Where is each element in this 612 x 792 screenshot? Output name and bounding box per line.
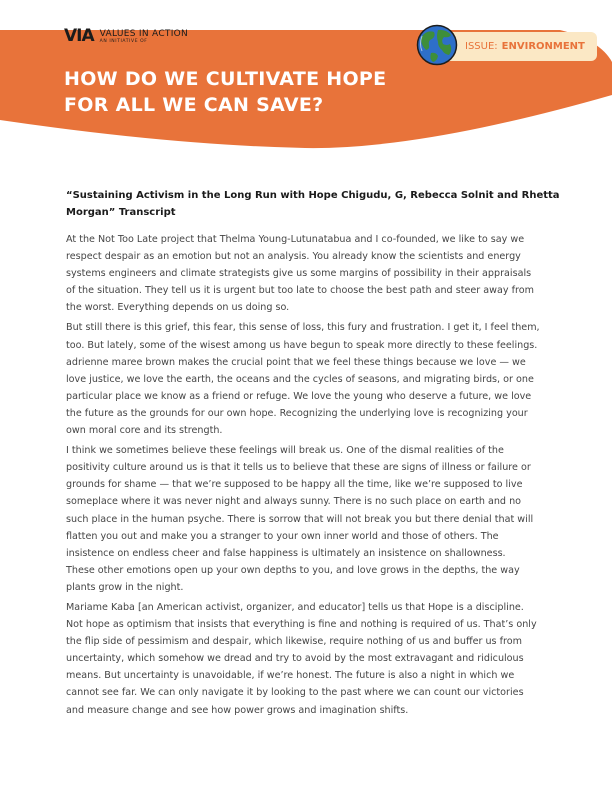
issue-label: ISSUE:: [465, 41, 498, 52]
text-line: the flip side of pessimism and despair, which likewise, require nothing of us and buffer us from: [66, 636, 522, 648]
text-line: cannot see far. We can only navigate it by looking to the past where we can count our victories: [66, 687, 524, 699]
text-line: someplace where it was never night and always sunny. There is no such place on earth and no: [66, 496, 522, 508]
text-line: systems engineers and climate strategists give us some margins of possibility in their appraisals: [66, 268, 532, 280]
paragraph: [66, 599, 558, 719]
text-line: love justice, we love the earth, the oceans and the cycles of seasons, and migrating birds, or one: [66, 373, 534, 385]
text-line: plants grow in the night.: [66, 581, 184, 593]
text-line: flatten you out and make you a stranger to your own inner world and those of others. The: [66, 530, 499, 542]
paragraph: [66, 319, 558, 439]
text-line: the worst. Everything depends on us doing so.: [66, 302, 290, 314]
text-line: But still there is this grief, this fear, this sense of loss, this fury and frustration. I get it, I feel them,: [66, 322, 540, 334]
logo-name: VALUES IN ACTION: [99, 28, 189, 39]
text-line: own moral core and its strength.: [66, 425, 223, 437]
article-subtitle: [66, 187, 558, 221]
title-line: FOR ALL WE CAN SAVE?: [64, 94, 324, 116]
text-line: These other emotions open up your own depths to you, and love grows in the depths, the way: [66, 564, 520, 576]
article-body: [66, 187, 558, 722]
text-line: of the situation. They tell us it is urgent but too late to choose the best path and steer away from: [66, 285, 534, 297]
text-line: adrienne maree brown makes the crucial point that we feel these things because we love — we: [66, 356, 526, 368]
text-line: too. But lately, some of the wisest among us have begun to speak more directly to these feelings.: [66, 339, 538, 351]
logo-tagline: AN INITIATIVE OF: [99, 38, 148, 44]
text-line: uncertainty, which somehow we dread and try to avoid by the most extravagant and ridiculous: [66, 653, 524, 665]
globe-icon: [416, 24, 458, 66]
subtitle-line: Morgan” Transcript: [66, 207, 176, 218]
text-line: respect despair as an emotion but not an analysis. You already know the scientists and energy: [66, 251, 521, 263]
paragraph: [66, 442, 558, 596]
organization-logo[interactable]: [64, 28, 188, 45]
text-line: the future as the grounds for our own hope. Recognizing the underlying love is recognizing your: [66, 407, 528, 419]
text-line: and measure change and see how power grows and imagination shifts.: [66, 704, 409, 716]
logo-mark: VIA: [64, 26, 94, 46]
issue-tag: [437, 32, 597, 61]
text-line: I think we sometimes believe these feelings will break us. One of the dismal realities of the: [66, 445, 504, 457]
issue-value: ENVIRONMENT: [501, 41, 585, 52]
text-line: insistence on endless cheer and false happiness is ultimately an insistence on shallowness.: [66, 547, 506, 559]
page-title: [64, 66, 464, 118]
text-line: positivity culture around us is that it tells us to believe that these are signs of illness or failure or: [66, 462, 531, 474]
title-line: HOW DO WE CULTIVATE HOPE: [64, 68, 387, 90]
text-line: grounds for shame — that we’re supposed to be happy all the time, like we’re supposed to live: [66, 479, 523, 491]
text-line: such place in the human psyche. There is sorrow that will not break you but there denial that will: [66, 513, 534, 525]
subtitle-line: “Sustaining Activism in the Long Run with Hope Chigudu, G, Rebecca Solnit and Rhetta: [66, 190, 560, 201]
text-line: means. But uncertainty is unavoidable, if we’re honest. The future is also a night in which we: [66, 670, 515, 682]
paragraph: [66, 231, 558, 316]
text-line: particular place we know as a friend or refuge. We love the young who deserve a future, we love: [66, 390, 532, 402]
text-line: At the Not Too Late project that Thelma Young-Lutunatabua and I co-founded, we like to say we: [66, 234, 525, 245]
text-line: Not hope as optimism that insists that everything is fine and nothing is required of us. That’s only: [66, 619, 537, 631]
text-line: Mariame Kaba [an American activist, organizer, and educator] tells us that Hope is a discipline.: [66, 601, 524, 613]
